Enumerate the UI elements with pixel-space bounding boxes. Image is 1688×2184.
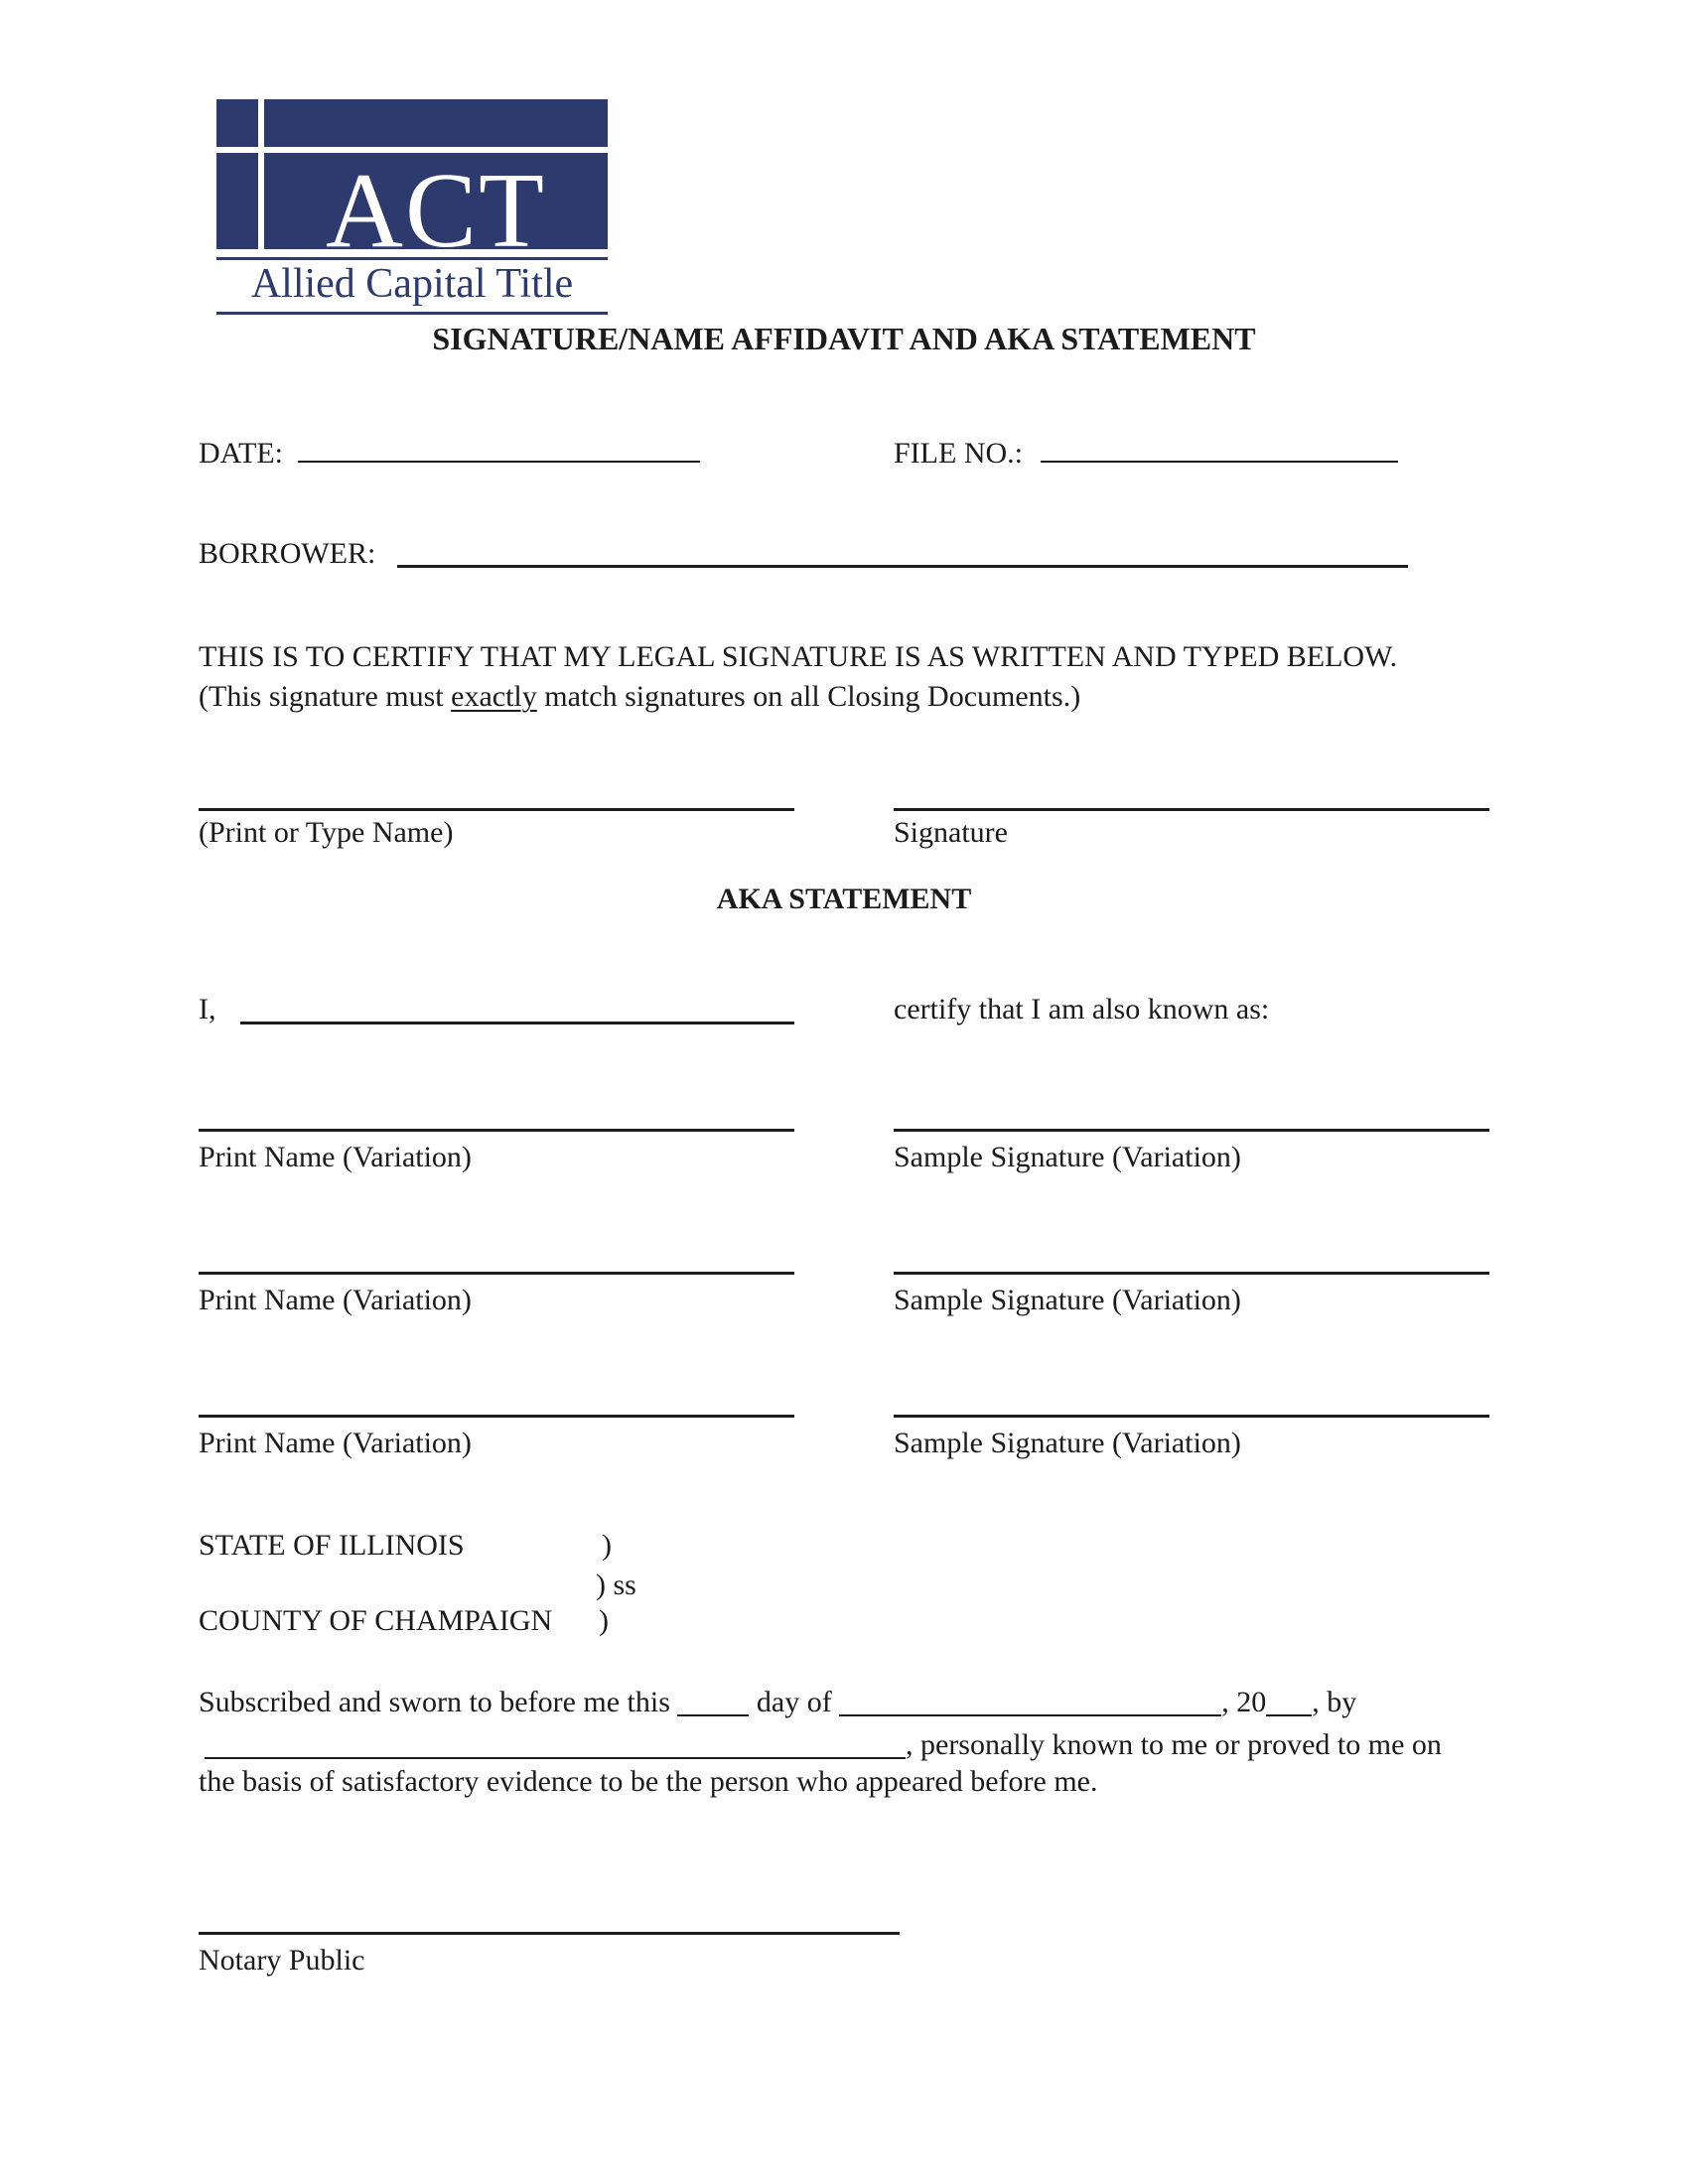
county-label: COUNTY OF CHAMPAIGN [199, 1604, 553, 1637]
state-label: STATE OF ILLINOIS [199, 1529, 465, 1562]
notary-month-blank[interactable] [839, 1714, 1221, 1716]
signature-label: Signature [894, 816, 1008, 849]
notary-paragraph-line1 [199, 1686, 1356, 1719]
date-label: DATE: [199, 437, 283, 470]
certify-line2-post: match signatures on all Closing Documents.) [544, 680, 1081, 713]
variation-3-signature-label: Sample Signature (Variation) [894, 1427, 1241, 1459]
logo-divider-bottom [216, 312, 608, 315]
company-logo [216, 99, 608, 315]
print-name-blank-line[interactable] [199, 808, 794, 811]
date-blank-line[interactable] [298, 461, 700, 463]
logo-main-band [216, 152, 608, 270]
file-no-blank-line[interactable] [1041, 461, 1398, 463]
notary-person-blank[interactable] [205, 1757, 906, 1759]
state-paren: ) [602, 1529, 612, 1562]
certify-line2-exactly: exactly [451, 680, 537, 713]
notary-year-blank[interactable] [1266, 1714, 1312, 1716]
logo-company-name: Allied Capital Title [250, 261, 574, 307]
notary-day-blank[interactable] [677, 1714, 749, 1716]
logo-top-band [216, 99, 608, 147]
certify-statement-line1: THIS IS TO CERTIFY THAT MY LEGAL SIGNATURE IS AS WRITTEN AND TYPED BELOW. [199, 640, 1398, 673]
variation-1-signature-label: Sample Signature (Variation) [894, 1141, 1241, 1173]
logo-acronym: ACT [326, 152, 546, 270]
variation-1-signature-blank-line[interactable] [894, 1129, 1489, 1132]
aka-i-prefix: I, [199, 993, 216, 1025]
borrower-blank-line[interactable] [397, 565, 1408, 568]
variation-3-print-blank-line[interactable] [199, 1415, 794, 1418]
signature-blank-line[interactable] [894, 808, 1489, 811]
logo-main-rect [264, 152, 608, 270]
variation-1-print-blank-line[interactable] [199, 1129, 794, 1132]
county-paren: ) [599, 1604, 609, 1637]
logo-left-bar-main [216, 153, 258, 249]
notary-line1-end: , by [1312, 1686, 1357, 1718]
aka-statement-heading: AKA STATEMENT [716, 883, 972, 915]
logo-left-bar-top [216, 99, 258, 147]
certify-statement-line2 [199, 680, 1080, 714]
notary-paragraph-line2 [199, 1728, 1442, 1762]
borrower-label: BORROWER: [199, 537, 376, 570]
notary-line1-mid: day of [756, 1686, 832, 1718]
logo-top-rect [264, 99, 608, 147]
notary-line1-year: , 20 [1221, 1686, 1267, 1718]
aka-certify-text: certify that I am also known as: [894, 993, 1270, 1025]
notary-signature-blank-line[interactable] [199, 1932, 900, 1935]
print-name-label: (Print or Type Name) [199, 816, 454, 849]
variation-2-print-blank-line[interactable] [199, 1272, 794, 1275]
ss-label: ) ss [596, 1569, 636, 1601]
certify-line2-pre: (This signature must [199, 680, 444, 713]
variation-2-print-label: Print Name (Variation) [199, 1284, 472, 1316]
notary-paragraph-line3: the basis of satisfactory evidence to be the person who appeared before me. [199, 1765, 1098, 1798]
notary-line2-end: , personally known to me or proved to me on [906, 1728, 1442, 1761]
file-no-label: FILE NO.: [894, 437, 1023, 470]
variation-1-print-label: Print Name (Variation) [199, 1141, 472, 1173]
aka-name-blank-line[interactable] [240, 1022, 794, 1024]
notary-public-label: Notary Public [199, 1944, 365, 1977]
variation-2-signature-label: Sample Signature (Variation) [894, 1284, 1241, 1316]
notary-line1-pre: Subscribed and sworn to before me this [199, 1686, 670, 1718]
variation-3-signature-blank-line[interactable] [894, 1415, 1489, 1418]
variation-2-signature-blank-line[interactable] [894, 1272, 1489, 1275]
variation-3-print-label: Print Name (Variation) [199, 1427, 472, 1459]
document-title: SIGNATURE/NAME AFFIDAVIT AND AKA STATEMENT [432, 321, 1256, 356]
